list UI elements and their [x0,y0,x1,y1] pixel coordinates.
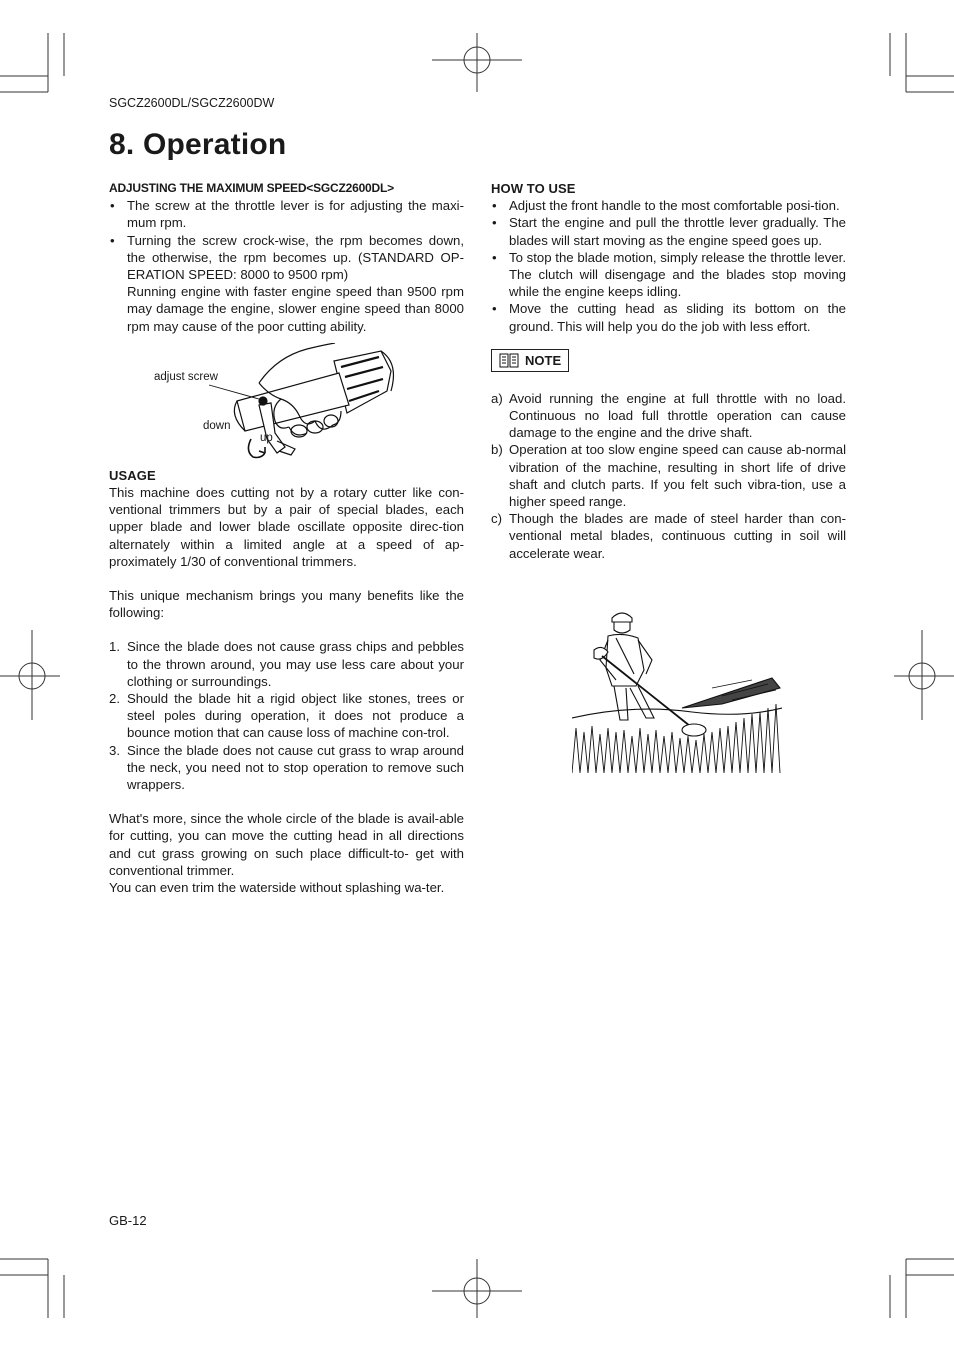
list-number: 3. [109,742,120,758]
list-item [491,441,846,510]
usage-paragraph: This machine does cutting not by a rotary cutter like con-ventional trimmers but by a pair of special blades, each upper blade and lower blade oscillate opposite direc-tion alternately within a limited angle at a speed of ap-proximately 1/30 of conventional trimmers. [109,485,464,569]
note-label: NOTE [525,352,562,368]
down-label: down [203,419,231,432]
list-item-text: Avoid running the engine at full throttle with no load. Continuous no load full throttle operation can cause damage to the engine and the drive shaft. [509,390,846,441]
list-item: • To stop the blade motion, simply release the throttle lever. The clutch will disengage and the blades stop moving while the engine keeps idling. [491,249,846,301]
usage-paragraph: What's more, since the whole circle of the blade is avail-able for cutting, you can move the cutting head in all directions and cut grass growing on such place difficult-to- get with conventional trimmer. [109,811,464,878]
adjust-speed-list [109,197,464,335]
list-item: • Move the cutting head as sliding its bottom on the ground. This will help you do the job with less effort. [491,300,846,334]
list-item [109,638,464,690]
list-item-text: Though the blades are made of steel harder than con-ventional metal blades, continuous cutting in soil will accelerate wear. [509,511,846,561]
list-item-text: Operation at too slow engine speed can cause ab-normal vibration of the machine, resulting in short life of drive shaft and clutch parts. If you felt such vibra-tion, use a higher speed range. [509,442,846,510]
usage-paragraph: This unique mechanism brings you many benefits like the following: [109,588,464,621]
list-item: • Start the engine and pull the throttle lever gradually. The blades will start moving as the engine speed goes up. [491,214,846,248]
list-item-text: Since the blade does not cause cut grass to wrap around the neck, you need not to stop operation to remove such wrappers. [127,742,464,793]
benefits-list [109,638,464,793]
list-item [109,232,464,335]
adjust-screw-label: adjust screw [154,370,218,383]
hand-on-throttle-illustration [109,343,464,463]
operator-trimming-illustration [572,608,782,773]
list-number: 1. [109,639,120,655]
list-number: a) [491,390,503,406]
list-item [491,510,846,562]
list-item [109,742,464,794]
list-number: 2. [109,691,120,707]
list-item: • Adjust the front handle to the most comfortable posi-tion. [491,197,846,214]
page-number: GB-12 [109,1213,147,1228]
note-book-icon [499,353,519,368]
list-item: • The screw at the throttle lever is for adjusting the maxi-mum rpm. [109,197,464,231]
model-number: SGCZ2600DL/SGCZ2600DW [109,96,275,110]
up-label: up [260,431,273,444]
list-item [491,390,846,442]
list-number: b) [491,442,503,458]
how-to-use-list [491,197,846,335]
note-badge [491,349,569,372]
usage-heading: USAGE [109,467,156,483]
notes-list [491,390,846,562]
usage-paragraph: You can even trim the waterside without splashing wa-ter. [109,880,445,896]
list-number: c) [491,511,502,527]
page-title: 8. Operation [109,128,287,161]
adjust-speed-heading: ADJUSTING THE MAXIMUM SPEED<SGCZ2600DL> [109,181,394,195]
adjust-speed-warning: Running engine with faster engine speed than 9500 rpm may damage the engine, slower engine speed than 8000 rpm may cause of the poor cutting ability. [127,284,464,334]
list-item-text: Since the blade does not cause grass chips and pebbles to the thrown around, you may use less care about your clothing or surroundings. [127,639,464,689]
list-item [109,690,464,742]
how-to-use-heading: HOW TO USE [491,181,576,196]
throttle-lever-figure [109,343,464,463]
list-item-text: Should the blade hit a rigid object like stones, trees or steel poles during operation, it does not produce a bounce motion that can cause loss of machine con-trol. [127,691,464,741]
list-item-text: Turning the screw crock-wise, the rpm becomes down, the otherwise, the rpm becomes up. (STANDARD OP-ERATION SPEED: 8000 to 9500 rpm) [127,232,464,283]
right-column [491,180,846,562]
left-column [109,180,464,896]
